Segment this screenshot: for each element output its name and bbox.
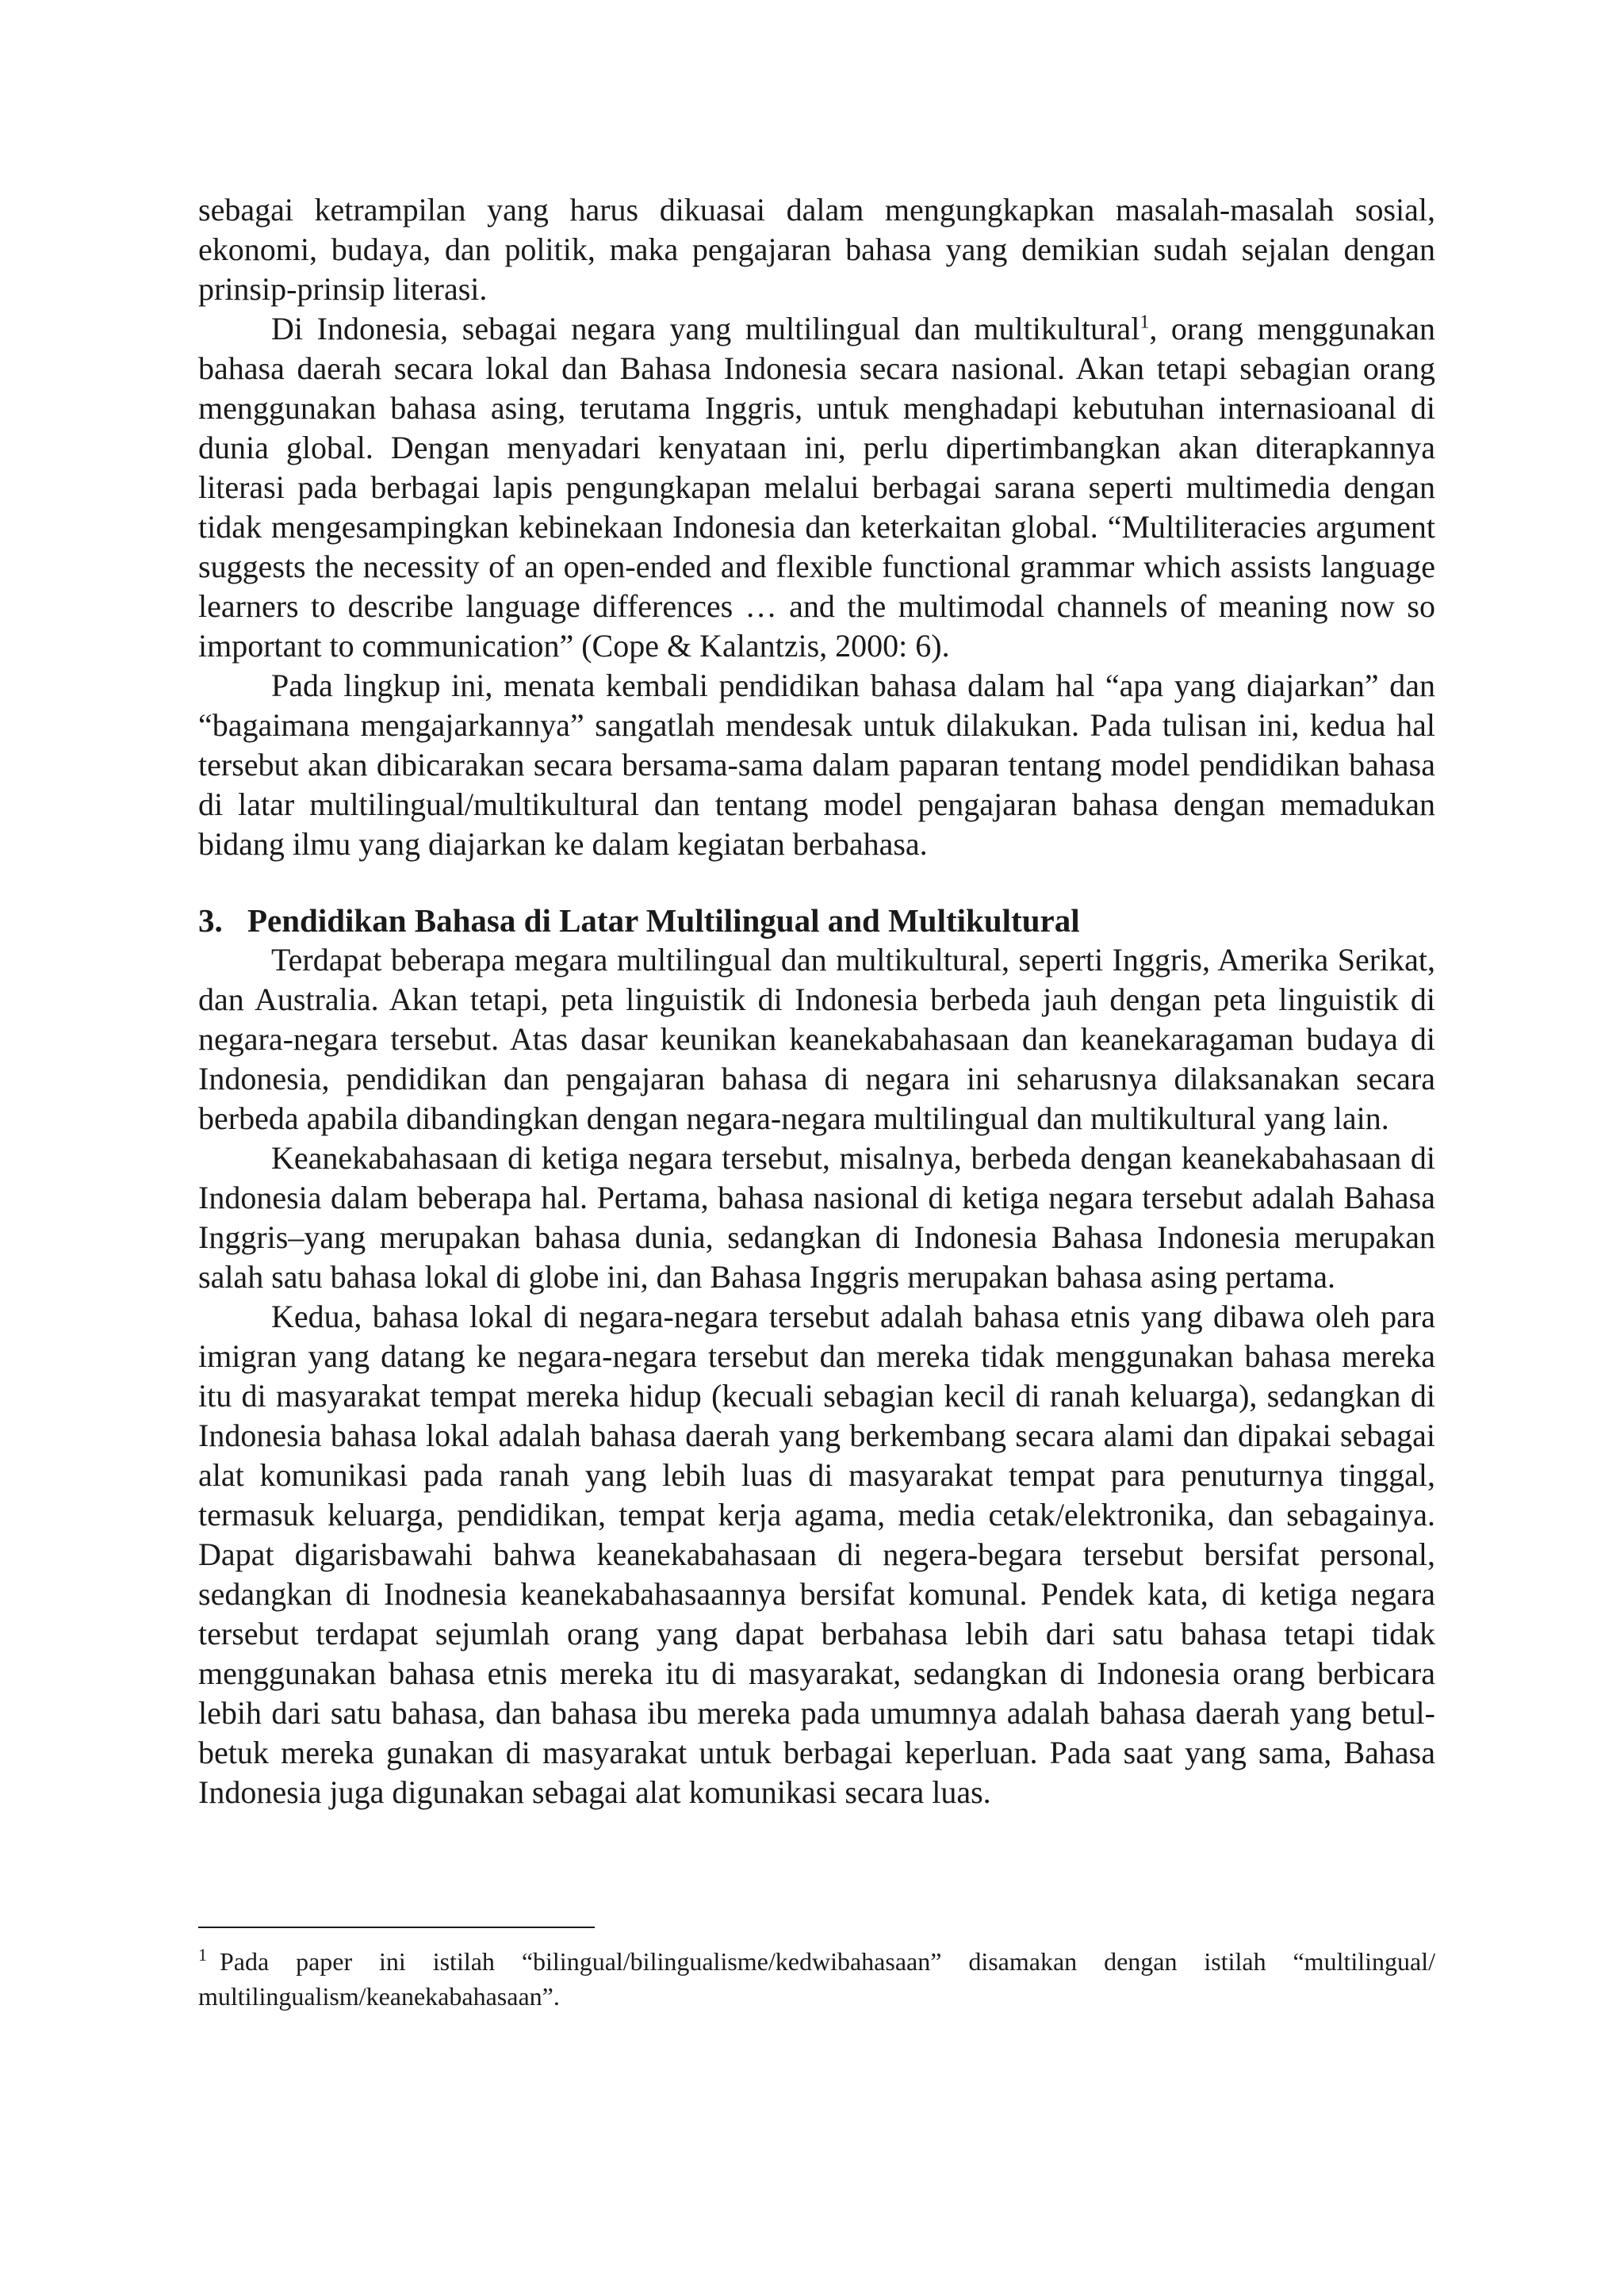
footnote [198,1944,1435,2014]
paragraph-3: Pada lingkup ini, menata kembali pendidikan bahasa dalam hal “apa yang diajarkan” dan “bagaimana mengajarkannya” sangatlah mendesak untuk dilakukan. Pada tulisan ini, kedua hal tersebut akan dibicarakan secara bersama-sama dalam paparan tentang model pendidikan bahasa di latar multilingual/multikultural dan tentang model pengajaran bahasa dengan memadukan bidang ilmu yang diajarkan ke dalam kegiatan berbahasa. [198,668,1435,862]
paragraph-2-text-a: Di Indonesia, sebagai negara yang multilingual dan multikultural [271,311,1140,346]
paragraph-2-text-b: , orang menggunakan bahasa daerah secara lokal dan Bahasa Indonesia secara nasional. Akan tetapi sebagian orang menggunakan bahasa asing, terutama Inggris, untuk menghadapi kebutuhan internasioanal di dunia global. Dengan menyadari kenyataan ini, perlu dipertimbangkan akan diterapkannya literasi pada berbagai lapis pengungkapan melalui berbagai sarana seperti multimedia dengan tidak mengesampingkan kebinekaan Indonesia dan keterkaitan global. “Multiliteracies argument suggests the necessity of an open-ended and flexible functional grammar which assists language learners to describe language differences … and the multimodal channels of meaning now so important to communication” (Cope & Kalantzis, 2000: 6). [198,311,1436,664]
section-title: Pendidikan Bahasa di Latar Multilingual and Multikultural [247,902,1080,939]
footnote-mark: 1 [198,1945,207,1965]
section-number: 3. [198,902,223,939]
footnote-reference[interactable]: 1 [1139,312,1150,333]
paragraph-4: Terdapat beberapa megara multilingual dan multikultural, seperti Inggris, Amerika Serikat, dan Australia. Akan tetapi, peta linguistik di Indonesia berbeda jauh dengan peta linguistik di negara-negara tersebut. Atas dasar keunikan keanekabahasaan dan keanekaragaman budaya di Indonesia, pendidikan dan pengajaran bahasa di negara ini seharusnya dilaksanakan secara berbeda apabila dibandingkan dengan negara-negara multilingual dan multikultural yang lain. [198,942,1435,1136]
paragraph-2 [198,309,1435,666]
paragraph-5: Keanekabahasaan di ketiga negara tersebut, misalnya, berbeda dengan keanekabahasaan di Indonesia dalam beberapa hal. Pertama, bahasa nasional di ketiga negara tersebut adalah Bahasa Inggris–yang merupakan bahasa dunia, sedangkan di Indonesia Bahasa Indonesia merupakan salah satu bahasa lokal di globe ini, dan Bahasa Inggris merupakan bahasa asing pertama. [198,1140,1435,1295]
document-body [198,190,1435,1812]
paragraph-1: sebagai ketrampilan yang harus dikuasai dalam mengungkapkan masalah-masalah sosial, ekonomi, budaya, dan politik, maka pengajaran bahasa yang demikian sudah sejalan dengan prinsip-prinsip literasi. [198,192,1435,307]
footnote-text: Pada paper ini istilah “bilingual/bilingualisme/kedwibahasaan” disamakan dengan istilah “multilingual/ multilingualism/keanekabahasaan”. [198,1947,1435,2011]
footnote-separator [198,1927,595,1928]
section-heading [198,901,1435,940]
paragraph-6: Kedua, bahasa lokal di negara-negara tersebut adalah bahasa etnis yang dibawa oleh para imigran yang datang ke negara-negara tersebut dan mereka tidak menggunakan bahasa mereka itu di masyarakat tempat mereka hidup (kecuali sebagian kecil di ranah keluarga), sedangkan di Indonesia bahasa lokal adalah bahasa daerah yang berkembang secara alami dan dipakai sebagai alat komunikasi pada ranah yang lebih luas di masyarakat tempat para penuturnya tinggal, termasuk keluarga, pendidikan, tempat kerja agama, media cetak/elektronika, dan sebagainya. Dapat digarisbawahi bahwa keanekabahasaan di negera-begara tersebut bersifat personal, sedangkan di Inodnesia keanekabahasaannya bersifat komunal. Pendek kata, di ketiga negara tersebut terdapat sejumlah orang yang dapat berbahasa lebih dari satu bahasa tetapi tidak menggunakan bahasa etnis mereka itu di masyarakat, sedangkan di Indonesia orang berbicara lebih dari satu bahasa, dan bahasa ibu mereka pada umumnya adalah bahasa daerah yang betul-betuk mereka gunakan di masyarakat untuk berbagai keperluan. Pada saat yang sama, Bahasa Indonesia juga digunakan sebagai alat komunikasi secara luas. [198,1299,1435,1810]
